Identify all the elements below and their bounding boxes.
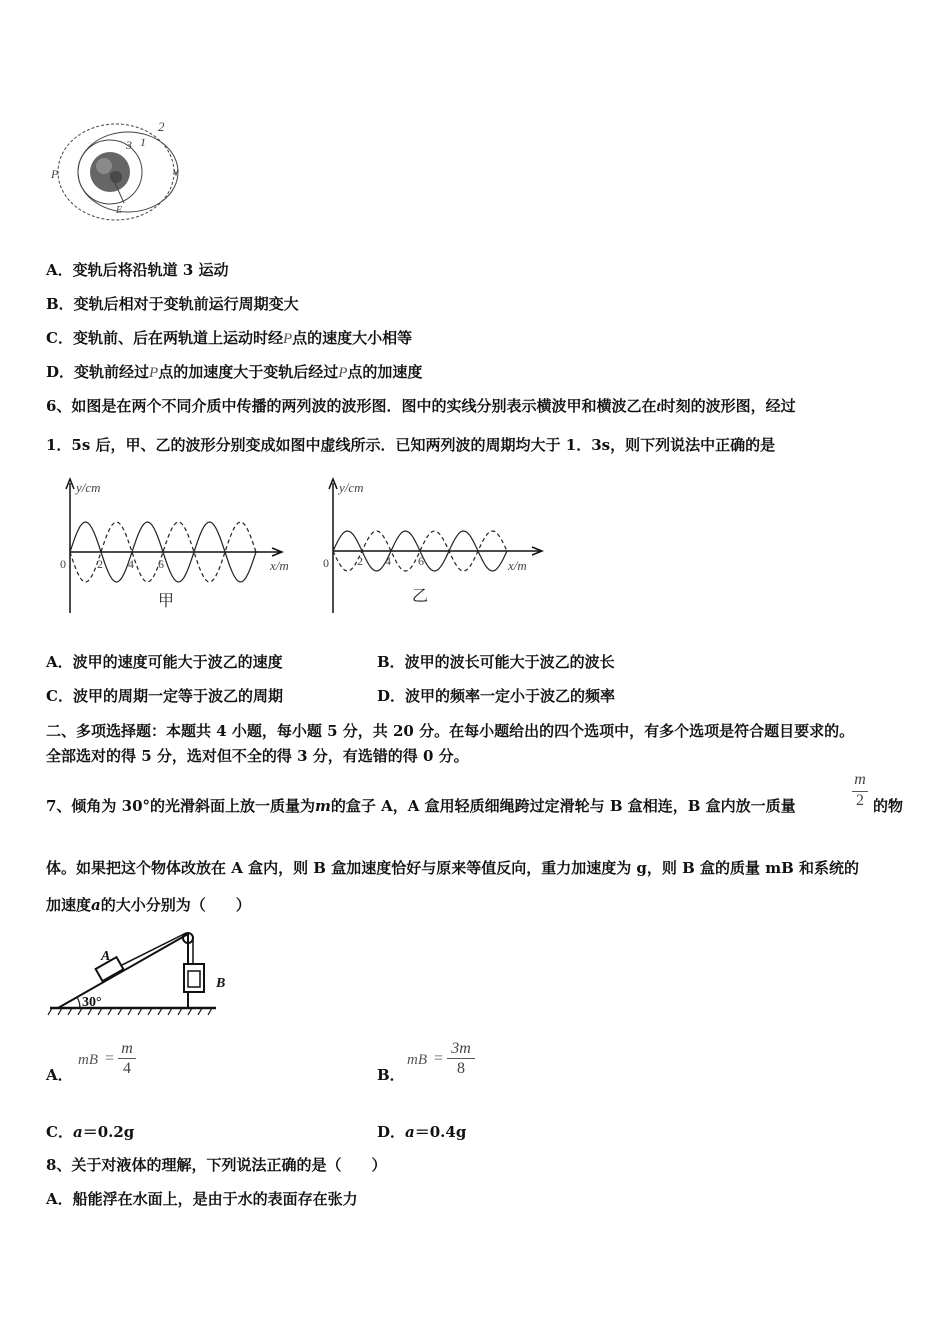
q7-stem-line-3 <box>46 895 251 915</box>
q5-option-d[interactable] <box>46 362 422 383</box>
q5-option-d-text-2: 点的加速度大于变轨后经过 <box>158 363 339 381</box>
q6-option-a[interactable]: A．波甲的速度可能大于波乙的速度 <box>46 653 283 671</box>
q6-option-c[interactable]: C．波甲的周期一定等于波乙的周期 <box>46 687 283 705</box>
q7-option-c-var: a <box>72 1123 83 1141</box>
section-2-header-line-1: 二、多项选择题：本题共 4 小题，每小题 5 分，共 20 分。在每小题给出的四个选项中，有多个选项是符合题目要求的。 <box>46 722 855 740</box>
q7-option-a-den: 4 <box>123 1060 131 1077</box>
q5-option-d-var-1: P <box>149 365 159 381</box>
wave-right-tick-2: 2 <box>357 554 363 568</box>
wave-left-ylabel: y/cm <box>76 480 101 495</box>
q7-stem-line-2: 体。如果把这个物体改放在 A 盒内，则 B 盒加速度恰好与原来等值反向，重力加速度为 g，则 B 盒的质量 mB 和系统的 <box>46 859 860 877</box>
q7-stem-text-2: 的盒子 A，A 盒用轻质细绳跨过定滑轮与 B 盒相连，B 盒内放一质量 <box>330 797 796 815</box>
q5-option-a[interactable]: A．变轨后将沿轨道 3 运动 <box>46 261 229 279</box>
q5-option-c-text-2: 点的速度大小相等 <box>292 329 413 347</box>
q7-option-a-frac <box>118 1040 136 1079</box>
q7-option-c[interactable] <box>46 1122 134 1142</box>
incline-label-a: A <box>101 949 111 964</box>
q7-option-d[interactable] <box>377 1122 466 1142</box>
q7-option-b-formula <box>407 1040 487 1086</box>
q7-stem-var-m: m <box>315 797 331 815</box>
q8-option-a[interactable]: A．船能浮在水面上，是由于水的表面存在张力 <box>46 1190 358 1208</box>
orbit-label-p: P <box>51 167 59 181</box>
wave-right-xlabel: x/m <box>508 558 527 573</box>
q7-option-b-equals: = <box>434 1050 444 1067</box>
q7-option-a-equals: = <box>105 1050 115 1067</box>
q7-option-d-value: ＝0.4g <box>414 1123 467 1141</box>
incline-angle-label: 30° <box>82 995 102 1010</box>
wave-left-tick-0: 0 <box>60 557 66 571</box>
incline-label-b: B <box>216 976 226 991</box>
wave-left-xlabel: x/m <box>270 558 289 573</box>
q5-option-d-text-1: D．变轨前经过 <box>46 363 150 381</box>
q7-stem-line-1-end: 的物 <box>873 797 904 815</box>
orbit-label-3: 3 <box>126 138 132 152</box>
q5-option-b[interactable]: B．变轨后相对于变轨前运行周期变大 <box>46 295 299 313</box>
q6-stem-text-2: 时刻的波形图，经过 <box>660 397 796 415</box>
orbit-label-e: E <box>116 205 123 216</box>
q6-option-d[interactable]: D．波甲的频率一定小于波乙的频率 <box>377 687 616 705</box>
wave-right-tick-0: 0 <box>323 556 329 570</box>
orbit-label-2: 2 <box>158 119 165 134</box>
orbit-label-1: 1 <box>140 135 146 149</box>
q7-option-b-den: 8 <box>457 1060 465 1077</box>
wave-left-caption: 甲 <box>158 591 175 610</box>
section-2-header-line-2: 全部选对的得 5 分，选对但不全的得 3 分，有选错的得 0 分。 <box>46 747 469 765</box>
q7-stem-text-1: 7、倾角为 30°的光滑斜面上放一质量为 <box>46 797 316 815</box>
wave-left-tick-2: 2 <box>97 557 103 571</box>
q5-option-d-text-3: 点的加速度 <box>347 363 423 381</box>
q7-fraction-denominator: 2 <box>856 792 864 809</box>
q7-option-b-lhs: mB <box>407 1052 427 1068</box>
wave-right-caption: 乙 <box>412 586 429 605</box>
q7-fraction-numerator: m <box>854 771 866 788</box>
q6-stem-text-1: 6、如图是在两个不同介质中传播的两列波的波形图．图中的实线分别表示横波甲和横波乙在 <box>46 397 657 415</box>
orbit-figure <box>46 115 196 225</box>
q5-option-c[interactable] <box>46 328 412 349</box>
q7-stem-line-1 <box>46 796 796 816</box>
q7-option-a-label[interactable]: A． <box>46 1066 73 1084</box>
wave-graph-left <box>50 475 310 620</box>
q7-option-b-label[interactable]: B． <box>377 1066 405 1084</box>
q6-option-b[interactable]: B．波甲的波长可能大于波乙的波长 <box>377 653 615 671</box>
q6-stem-line-2: 1．5s 后，甲、乙的波形分别变成如图中虚线所示．已知两列波的周期均大于 1．3s，则下列说法中正确的是 <box>46 436 776 454</box>
wave-right-tick-4: 4 <box>385 554 391 568</box>
q7-option-c-value: ＝0.2g <box>82 1123 135 1141</box>
wave-right-tick-6: 6 <box>418 554 424 568</box>
q7-stem-text-3: 加速度 <box>46 896 92 914</box>
q6-stem-line-1 <box>46 396 796 417</box>
q7-option-d-var: a <box>405 1123 415 1141</box>
q5-option-c-var: P <box>282 331 293 347</box>
orbit-diagram <box>46 115 196 225</box>
incline-figure <box>46 922 236 1017</box>
q7-option-a-formula <box>78 1040 148 1086</box>
q7-option-b-frac <box>447 1040 475 1079</box>
q6-stem-var-t: t <box>656 399 661 415</box>
box-b <box>184 964 204 992</box>
q7-option-c-label: C． <box>46 1123 73 1141</box>
wave-left-tick-6: 6 <box>158 557 164 571</box>
q7-option-a-lhs: mB <box>78 1052 98 1068</box>
q5-option-d-var-2: P <box>338 365 348 381</box>
q7-option-a-num: m <box>121 1040 133 1057</box>
q7-option-b-num: 3m <box>451 1040 471 1057</box>
q7-stem-var-a: a <box>91 896 101 914</box>
q7-fraction <box>850 771 870 810</box>
q7-option-d-label: D． <box>377 1123 406 1141</box>
q7-stem-text-4: 的大小分别为（ ） <box>100 896 251 914</box>
wave-left-tick-4: 4 <box>128 557 134 571</box>
wave-graph-right <box>315 475 555 620</box>
wave-right-ylabel: y/cm <box>339 480 364 495</box>
q5-option-c-text-1: C．变轨前、后在两轨道上运动时经 <box>46 329 283 347</box>
q8-stem: 8、关于对液体的理解，下列说法正确的是（ ） <box>46 1156 387 1174</box>
